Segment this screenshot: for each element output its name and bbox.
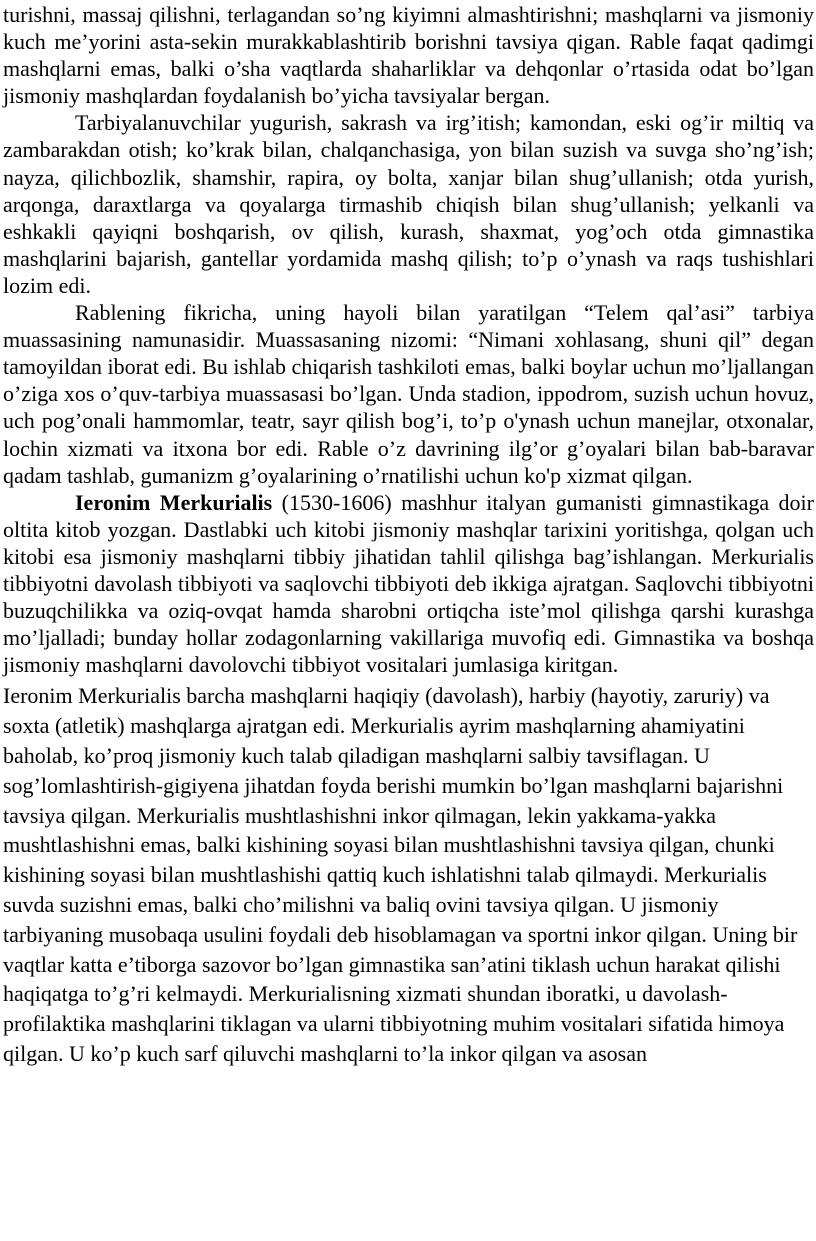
paragraph-continuation: turishni, massaj qilishni, terlagandan so’ng kiyimni almashtirishni; mashqlarni va jismoniy kuch me’yorini asta-sekin murakkablashtirib borishni tavsiya qigan. Rable faqat qadimgi mashqlarni emas, balki o’sha vaqtlarda shaharliklar va dehqonlar o’rtasida odat bo’lgan jismoniy mashqlardan foydalanish bo’yicha tavsiyalar bergan.	[3, 2, 814, 109]
secondary-text-block	[3, 681, 814, 1068]
paragraph-exercises: Tarbiyalanuvchilar yugurish, sakrash va irg’itish; kamondan, eski og’ir miltiq va zambarakdan otish; ko’krak bilan, chalqanchasiga, yon bilan suzish va suvga sho’ng’ish; nayza, qilichbozlik, shamshir, rapira, oy bolta, xanjar bilan shug’ullanish; otda yurish, arqonga, daraxtlarga va qoyalarga tirmashib chiqish bilan shug’ullanish; yelkanli va eshkakli qayiqni boshqarish, ov qilish, kurash, shaxmat, yog’och otda gimnastika mashqlarini bajarish, gantellar yordamida mashq qilish; to’p o’ynash va raqs tushishlari lozim edi.	[3, 110, 814, 298]
paragraph-telem: Rablening fikricha, uning hayoli bilan yaratilgan “Telem qal’asi” tarbiya muassasining namunasidir. Muassasaning nizomi: “Nimani xohlasang, shuni qil” degan tamoyildan iborat edi. Bu ishlab chiqarish tashkiloti emas, balki boylar uchun mo’ljallangan o’ziga xos o’quv-tarbiya muassasasi bo’lgan. Unda stadion, ippodrom, suzish uchun hovuz, uch pog’onali hammomlar, teatr, sayr qilish bog’i, to’p o'ynash uchun manejlar, otxonalar, lochin xizmati va itxona bor edi. Rable o’z davrining ilg’or g’oyalari bilan bab-baravar qadam tashlab, gumanizm g’oyalarining o’rnatilishi uchun ko'p xizmat qilgan.	[3, 300, 814, 488]
main-text-block	[3, 1, 814, 678]
paragraph-merkurialis-intro-text: (1530-1606) mashhur italyan gumanisti gimnastikaga doir oltita kitob yozgan. Dastlabki uch kitobi jismoniy mashqlar tarixini yoritishga, qolgan uch kitobi esa jismoniy mashqlarni tibbiy jihatidan tahlil qilishga bag’ishlangan. Merkurialis tibbiyotni davolash tibbiyoti va saqlovchi tibbiyoti deb ikkiga ajratgan. Saqlovchi tibbiyotni buzuqchilikka va oziq-ovqat hamda sharobni ortiqcha iste’mol qilishga qarshi kurashga mo’ljalladi; bunday hollar zodagonlarning vakillariga muvofiq edi. Gimnastika va boshqa jismoniy mashqlarni davolovchi tibbiyot vositalari jumlasiga kiritgan.	[3, 489, 814, 678]
paragraph-merkurialis-exercises: Ieronim Merkurialis barcha mashqlarni haqiqiy (davolash), harbiy (hayotiy, zaruriy) va soxta (atletik) mashqlarga ajratgan edi. Merkurialis ayrim mashqlarning ahamiyatini baholab, ko’proq jismoniy kuch talab qiladigan mashqlarni salbiy tavsiflagan. U sog’lomlashtirish-gigiyena jihatdan foyda berishi mumkin bo’lgan mashqlarni bajarishni tavsiya qilgan. Merkurialis mushtlashishni inkor qilmagan, lekin yakkama-yakka mushtlashishni emas, balki kishining soyasi bilan mushtlashishni tavsiya qilgan, chunki kishining soyasi bilan mushtlashishi qattiq kuch ishlatishni talab qilmaydi. Merkurialis suvda suzishni emas, balki cho’milishni va baliq ovini tavsiya qilgan. U jismoniy tarbiyaning musobaqa usulini foydali deb hisoblamagan va sportni inkor qilgan. Uning bir vaqtlar katta e’tiborga sazovor bo’lgan gimnastika san’atini tiklash uchun harakat qilishi haqiqatga to’g’ri kelmaydi. Merkurialisning xizmati shundan iboratki, u davolash-profilaktika mashqlarini tiklagan va ularni tibbiyotning muhim vositalari sifatida himoya qilgan. U ko’p kuch sarf qiluvchi mashqlarni to’la inkor qilgan va asosan	[3, 683, 798, 1066]
paragraph-merkurialis-intro	[3, 489, 814, 679]
person-name: Ieronim Merkurialis	[75, 489, 273, 515]
